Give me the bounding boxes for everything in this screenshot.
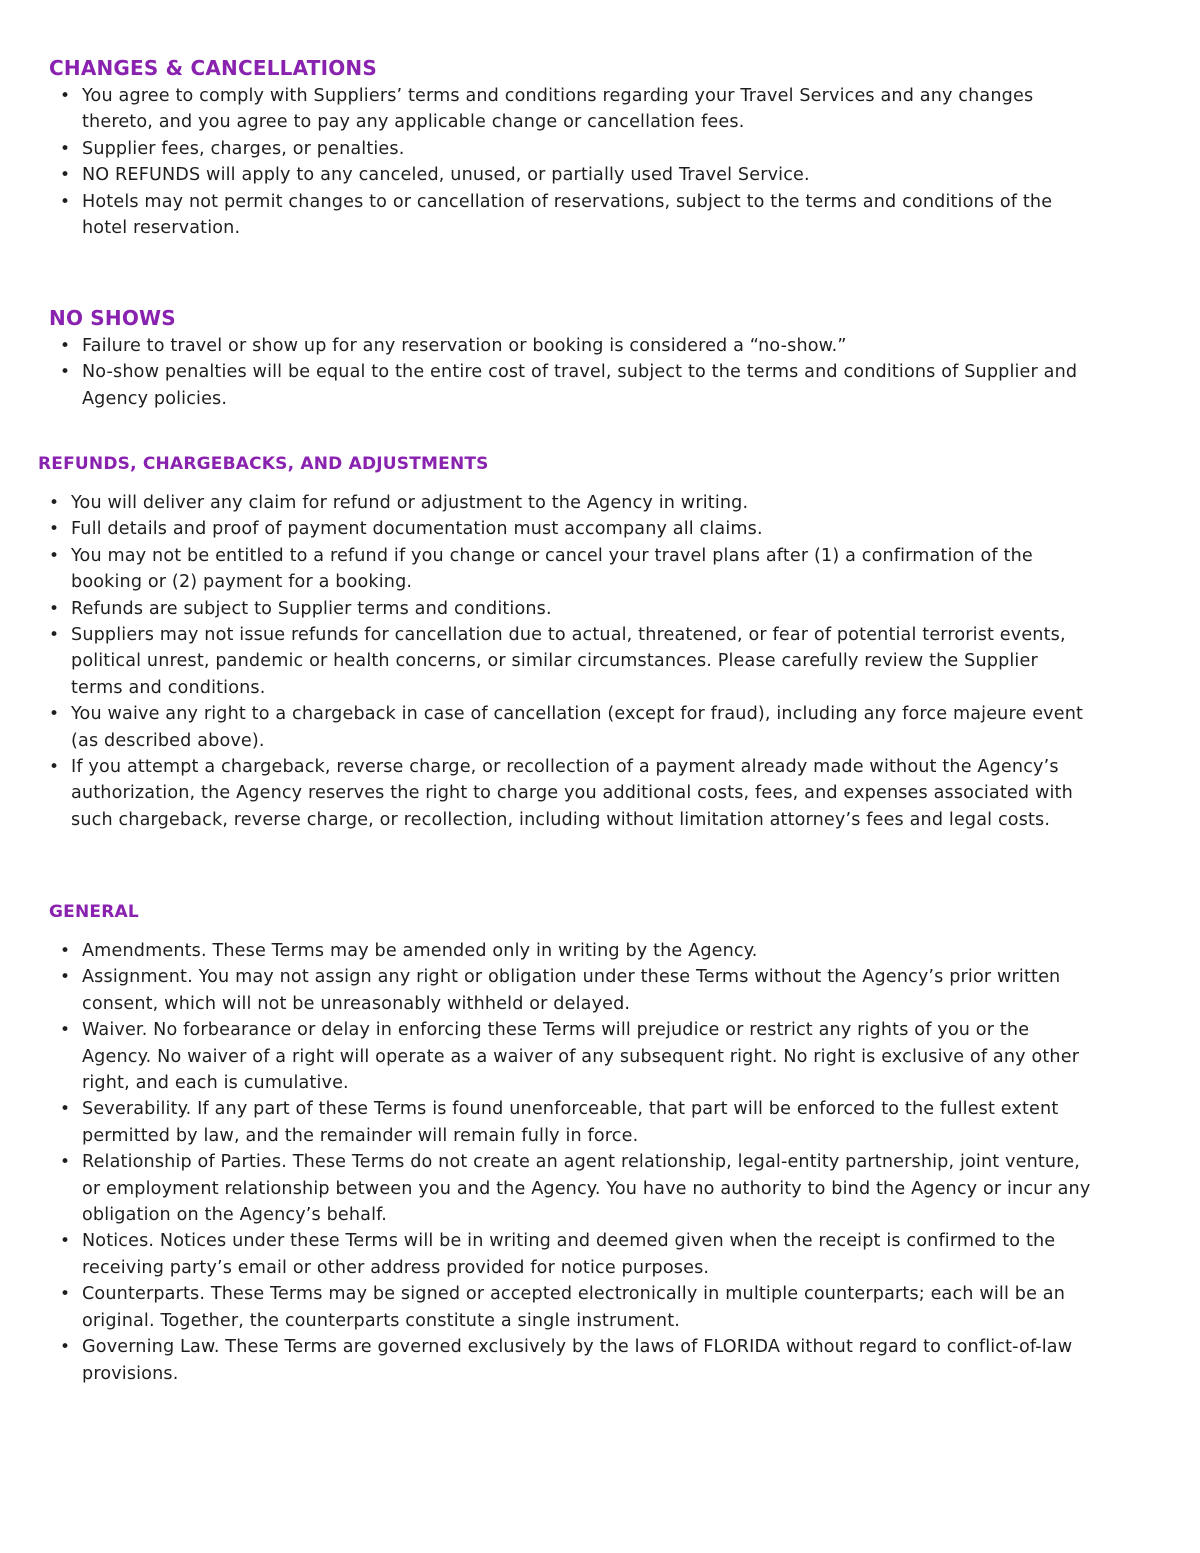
bullet-icon: • xyxy=(60,967,71,988)
list-item xyxy=(49,754,1091,833)
list-item xyxy=(60,964,1094,1017)
general-list xyxy=(60,938,1094,1387)
bullet-icon: • xyxy=(60,138,71,159)
refunds-list xyxy=(49,490,1091,833)
list-item xyxy=(60,1017,1094,1096)
section-heading-changes: CHANGES & CANCELLATIONS xyxy=(49,56,377,80)
list-item xyxy=(60,1149,1094,1228)
list-item-text: NO REFUNDS will apply to any canceled, unused, or partially used Travel Service. xyxy=(82,165,810,186)
list-item xyxy=(60,162,1092,188)
list-item-text: No-show penalties will be equal to the entire cost of travel, subject to the terms and conditions of Supplier and Agency policies. xyxy=(82,362,1078,409)
list-item-text: Supplier fees, charges, or penalties. xyxy=(82,138,405,159)
no-shows-list xyxy=(60,333,1092,412)
bullet-icon: • xyxy=(60,336,71,356)
list-item-text: You waive any right to a chargeback in case of cancellation (except for fraud), including any force majeure event (as described above). xyxy=(71,704,1084,751)
list-item-text: Suppliers may not issue refunds for cancellation due to actual, threatened, or fear of potential terrorist events, political unrest, pandemic or health concerns, or similar circumstances. Please carefully review the Supplier terms and conditions. xyxy=(71,625,1066,698)
list-item xyxy=(60,1281,1094,1334)
list-item-text: You will deliver any claim for refund or adjustment to the Agency in writing. xyxy=(71,493,749,513)
bullet-icon: • xyxy=(49,704,60,725)
bullet-icon: • xyxy=(60,1284,71,1305)
bullet-icon: • xyxy=(49,625,60,646)
list-item xyxy=(49,622,1091,701)
bullet-icon: • xyxy=(60,1337,71,1358)
bullet-icon: • xyxy=(49,519,60,540)
bullet-icon: • xyxy=(60,1020,71,1041)
list-item-text: Severability. If any part of these Terms is found unenforceable, that part will be enforced to the fullest extent permitted by law, and the remainder will remain fully in force. xyxy=(82,1099,1059,1146)
bullet-icon: • xyxy=(60,1231,71,1252)
list-item-text: Notices. Notices under these Terms will be in writing and deemed given when the receipt is confirmed to the receiving party’s email or other address provided for notice purposes. xyxy=(82,1231,1056,1278)
list-item xyxy=(60,938,1094,964)
list-item-text: You agree to comply with Suppliers’ terms and conditions regarding your Travel Services and any changes thereto, and you agree to pay any applicable change or cancellation fees. xyxy=(82,86,1034,133)
bullet-icon: • xyxy=(49,545,60,566)
bullet-icon: • xyxy=(60,165,71,186)
changes-list xyxy=(60,83,1092,241)
section-heading-no-shows: NO SHOWS xyxy=(49,306,176,330)
list-item xyxy=(49,490,1091,516)
bullet-icon: • xyxy=(60,941,71,961)
list-item xyxy=(60,359,1092,412)
bullet-icon: • xyxy=(60,191,71,212)
list-item-text: Assignment. You may not assign any right or obligation under these Terms without the Agency’s prior written consent, which will not be unreasonably withheld or delayed. xyxy=(82,967,1061,1014)
list-item xyxy=(60,1334,1094,1387)
list-item-text: Failure to travel or show up for any reservation or booking is considered a “no-show.” xyxy=(82,336,847,356)
list-item xyxy=(49,516,1091,542)
list-item-text: If you attempt a chargeback, reverse charge, or recollection of a payment already made without the Agency’s authorization, the Agency reserves the right to charge you additional costs, fees, and expenses associated with such chargeback, reverse charge, or recollection, including without limitation attorney’s fees and legal costs. xyxy=(71,757,1073,830)
list-item xyxy=(60,136,1092,162)
list-item-text: Counterparts. These Terms may be signed or accepted electronically in multiple counterparts; each will be an original. Together, the counterparts constitute a single instrument. xyxy=(82,1284,1066,1331)
list-item-text: Amendments. These Terms may be amended only in writing by the Agency. xyxy=(82,941,758,961)
list-item-text: Waiver. No forbearance or delay in enforcing these Terms will prejudice or restrict any rights of you or the Agency. No waiver of a right will operate as a waiver of any subsequent right. No right is exclusive of any other right, and each is cumulative. xyxy=(82,1020,1080,1094)
list-item xyxy=(60,83,1092,136)
list-item xyxy=(49,596,1091,622)
bullet-icon: • xyxy=(60,362,71,383)
list-item-text: You may not be entitled to a refund if you change or cancel your travel plans after (1) a confirmation of the booking or (2) payment for a booking. xyxy=(71,545,1033,593)
list-item xyxy=(49,701,1091,754)
list-item xyxy=(60,1228,1094,1281)
bullet-icon: • xyxy=(49,757,60,778)
bullet-icon: • xyxy=(60,1099,71,1120)
section-heading-general: GENERAL xyxy=(49,902,139,922)
list-item-text: Refunds are subject to Supplier terms and conditions. xyxy=(71,598,552,619)
list-item xyxy=(60,333,1092,359)
bullet-icon: • xyxy=(49,493,60,513)
bullet-icon: • xyxy=(60,86,71,106)
list-item-text: Hotels may not permit changes to or cancellation of reservations, subject to the terms and conditions of the hotel reservation. xyxy=(82,191,1053,239)
list-item xyxy=(49,543,1091,596)
bullet-icon: • xyxy=(49,598,60,619)
list-item xyxy=(60,189,1092,242)
section-heading-refunds: REFUNDS, CHARGEBACKS, AND ADJUSTMENTS xyxy=(38,454,489,474)
list-item-text: Full details and proof of payment documentation must accompany all claims. xyxy=(71,519,763,540)
bullet-icon: • xyxy=(60,1152,71,1173)
list-item-text: Governing Law. These Terms are governed exclusively by the laws of FLORIDA without regard to conflict-of-law provisions. xyxy=(82,1337,1073,1384)
list-item-text: Relationship of Parties. These Terms do not create an agent relationship, legal-entity partnership, joint venture, or employment relationship between you and the Agency. You have no authority to bind the Agency or incur any obligation on the Agency’s behalf. xyxy=(82,1152,1091,1226)
list-item xyxy=(60,1096,1094,1149)
